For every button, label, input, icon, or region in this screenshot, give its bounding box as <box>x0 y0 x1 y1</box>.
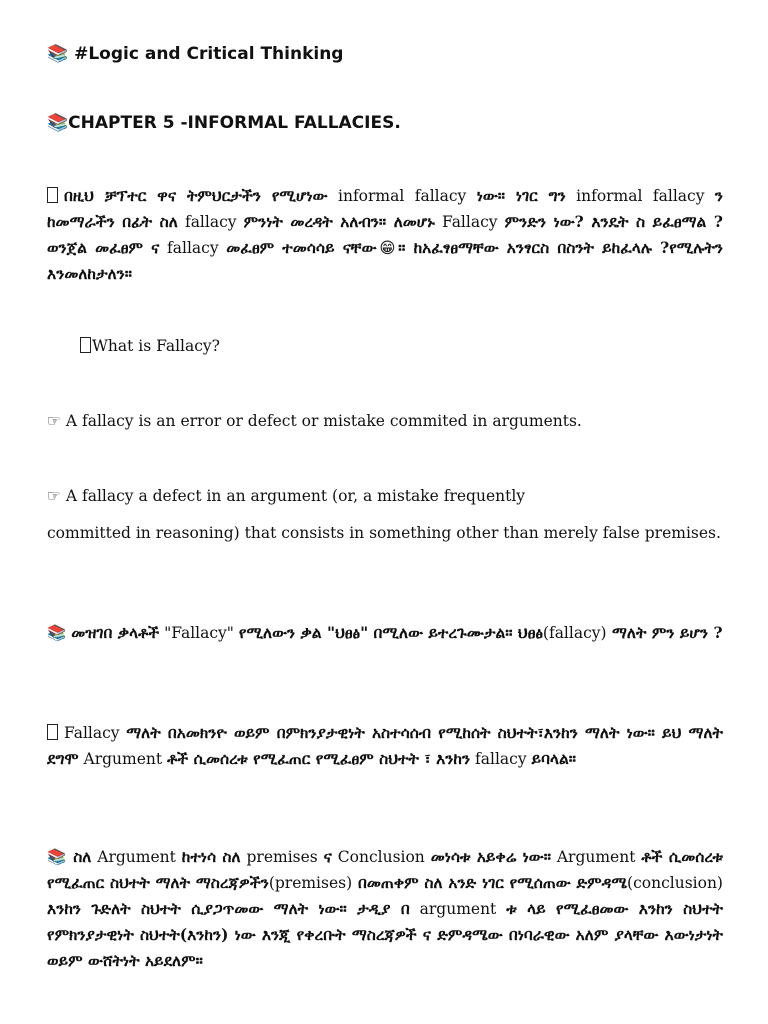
books-icon: 📚 <box>47 848 68 866</box>
intro-text-7: ምንነት መረዳት አለብን። ለመሆኑ <box>243 212 435 231</box>
dictionary-text-5: ማለት ምን ይሆን ? <box>606 623 723 642</box>
argument-text-1: ስለ <box>73 847 92 866</box>
argument-text-11: በመጠቀም ስለ አንድ ነገር የሚሰጠው ድምዳሜ <box>352 873 628 892</box>
point-one <box>47 409 723 434</box>
dictionary-text-3: የሚለውን ቃል "ህፀፅ" በሚለው ይተረጉሙታል። ህፀፅ <box>238 623 543 642</box>
argument-text-13: እንከን ጉድለት ስህተት ሲያጋጥመው ማለት ነው። ታዲያ በ <box>47 899 410 918</box>
intro-text-1: በዚህ ቻፕተር ዋና ትምህርታችን የሚሆነው <box>64 186 328 205</box>
pointing-hand-icon: ☞ <box>47 412 61 430</box>
argument-text-7: መነሳቱ አይቀሬ ነው። <box>430 847 551 866</box>
point-two-text-2: committed in reasoning) that consists in something other than merely false premises. <box>47 524 721 542</box>
books-icon: 📚 <box>47 624 67 642</box>
argument-text-5: ና <box>323 847 332 866</box>
definition-text-6: ይባላል። <box>531 749 577 768</box>
intro-text-4: informal fallacy <box>565 187 715 205</box>
missing-glyph-icon <box>47 724 58 740</box>
chapter-heading-text: CHAPTER 5 -INFORMAL FALLACIES. <box>68 113 401 133</box>
intro-text-9: ምንድን ነው? እንዴት ስ ይፈፀማል ?ወንጀል መፈፀም ና <box>47 212 723 257</box>
point-two-line-two <box>47 521 723 546</box>
intro-text-11: መፈፀም ተመሳሳይ ናቸው <box>226 238 377 257</box>
intro-text-10: fallacy <box>159 239 227 257</box>
intro-paragraph <box>47 183 723 287</box>
question-heading <box>80 334 720 359</box>
definition-text-5: fallacy <box>470 750 532 768</box>
point-one-text: A fallacy is an error or defect or mistake commited in arguments. <box>65 412 582 430</box>
dictionary-paragraph <box>47 620 723 646</box>
intro-text-8: Fallacy <box>434 213 505 231</box>
dictionary-text-4: (fallacy) <box>542 624 607 642</box>
argument-text-3: ከተነሳ ስለ <box>181 847 241 866</box>
argument-text-15: ቱ ላይ የሚፈፀመው እንከን ስህተት የምክንያታዊነት ስህተት(እንከን) ነው እንጂ የቀረቡት ማስረጃዎች ና ድምዳሜው በነባራዊው አለም ያላቸው እውነታነት ወይም ውሸትነት አይደለም። <box>47 899 723 970</box>
argument-text-2: Argument <box>91 848 182 866</box>
question-text: What is Fallacy? <box>92 337 220 355</box>
intro-text-3: ነው። ነገር ግን <box>476 186 566 205</box>
intro-text-12: ። ከአፈፃፀማቸው አንፃርስ በስንት ይከፈላሉ ?የሚሉትን እንመለከታለን። <box>47 238 723 283</box>
argument-text-12: (conclusion) <box>627 874 723 892</box>
intro-text-2: informal fallacy <box>327 187 477 205</box>
argument-text-10: (premises) <box>268 874 353 892</box>
document-title <box>47 43 343 65</box>
point-two-line-one <box>47 484 723 509</box>
missing-glyph-icon <box>47 187 58 203</box>
definition-text-4: ቶች ሲመሰረቱ የሚፈጠር የሚፈፀም ስህተት ፣ እንከን <box>167 749 471 768</box>
document-title-text: #Logic and Critical Thinking <box>74 44 344 64</box>
argument-text-8: Argument <box>550 848 642 866</box>
dictionary-text-2: "Fallacy" <box>159 624 239 642</box>
definition-text-1: Fallacy <box>64 724 127 742</box>
missing-glyph-icon <box>80 337 91 353</box>
intro-text-6: fallacy <box>177 213 244 231</box>
definition-text-2: ማለት በአመክንዮ ወይም በምክንያታዊነት አስተሳሰብ የሚከሰት ስህተት፣እንከን ማለት ነው። ይህ ማለት ደግሞ <box>47 723 724 768</box>
pointing-hand-icon: ☞ <box>47 487 61 505</box>
intro-text-5: ን ከመማራችን በፊት ስለ <box>47 186 724 231</box>
argument-text-9: ቶች ሲመሰረቱ የሚፈጠር ስህተት ማለት ማስረጃዎችን <box>47 847 723 892</box>
chapter-heading <box>47 112 401 134</box>
dictionary-text-1: መዝገበ ቃላቶች <box>71 623 160 642</box>
point-two-text-1: A fallacy a defect in an argument (or, a mistake frequently <box>65 487 526 505</box>
definition-text-3: Argument <box>78 750 168 768</box>
definition-paragraph <box>47 720 723 772</box>
books-icon: 📚 <box>47 113 69 133</box>
argument-text-6: Conclusion <box>331 848 431 866</box>
books-icon: 📚 <box>47 44 69 64</box>
grinning-face-icon: 😁 <box>376 239 399 257</box>
argument-text-4: premises <box>240 848 324 866</box>
argument-text-14: argument <box>409 900 507 918</box>
argument-paragraph <box>47 844 723 974</box>
